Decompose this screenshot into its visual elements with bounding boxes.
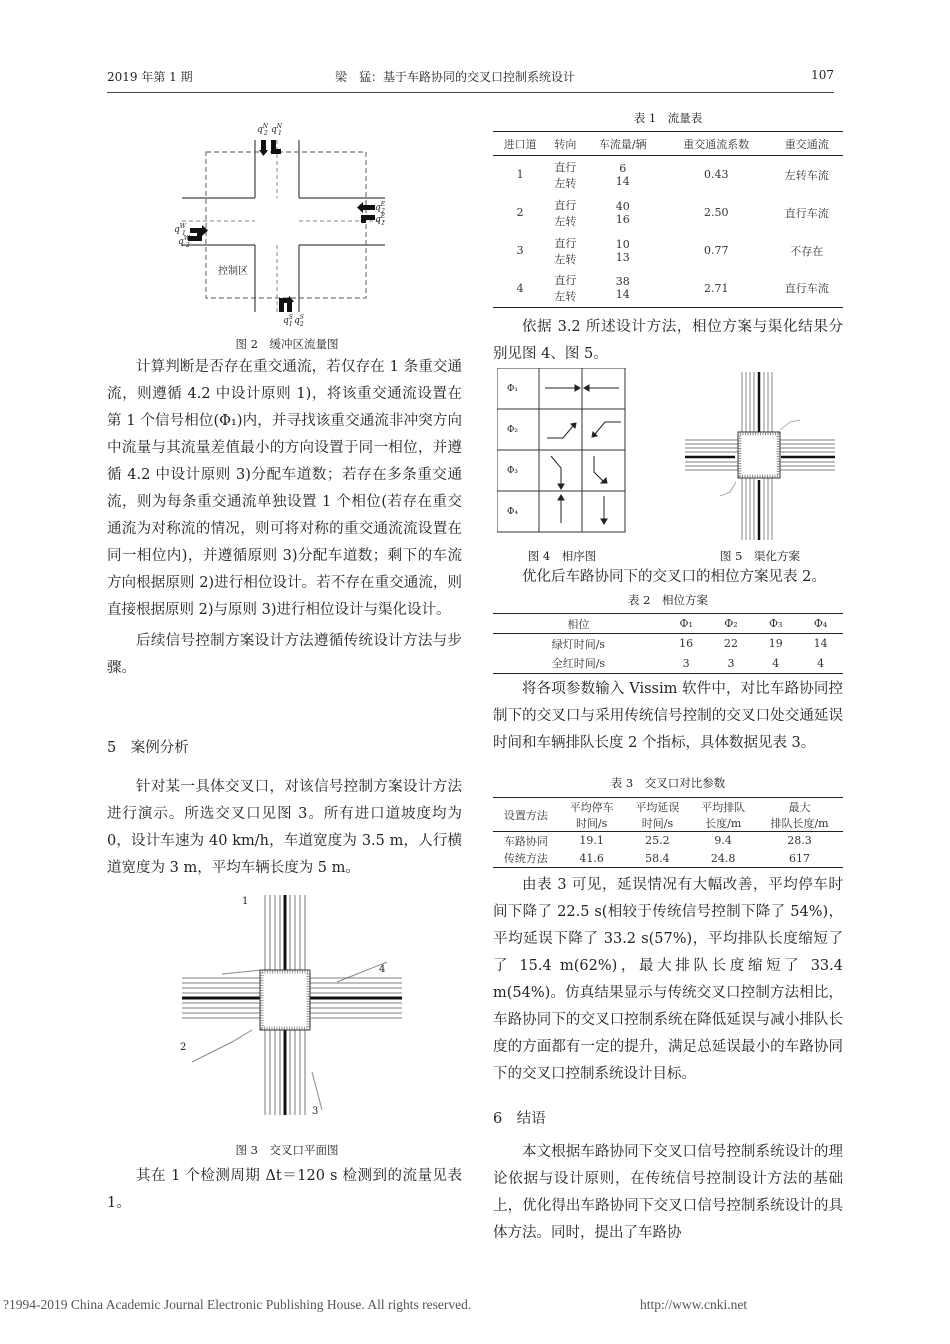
fig5-channelization-plan: [680, 372, 840, 542]
label-qE2: $q^E$ 2: [375, 201, 386, 215]
table1-header: 车流量/辆: [598, 137, 647, 151]
table2-header: Φ₁: [679, 617, 693, 630]
fig5-caption: 图 5 渠化方案: [720, 549, 800, 563]
table3-title: 表 3 交叉口对比参数: [610, 776, 726, 790]
fig3-intersection-plan: [172, 890, 412, 1120]
table-row: 2 直行 左转 40 16 2.50 直行车流: [516, 198, 829, 228]
label-qN1: $q^N$ 1: [271, 123, 283, 137]
copyright-text: ?1994-2019 China Academic Journal Electronic Publishing House. All rights reserved.: [3, 1297, 472, 1312]
control-zone-label: 控制区: [218, 266, 248, 277]
table2-header: Φ₃: [769, 617, 783, 630]
section5-heading: 5 案例分析: [107, 740, 189, 756]
table-row: 绿灯时间/s 16 22 19 14: [551, 637, 828, 651]
table3-header: 平均延误 时间/s: [635, 800, 680, 830]
paragraph: 后续信号控制方案设计方法遵循传统设计方法与步骤。: [107, 633, 462, 676]
table2-header: Φ₄: [813, 617, 828, 630]
running-header: [107, 66, 834, 93]
paragraph: 针对某一具体交叉口，对该信号控制方案设计方法进行演示。所选交叉口见图 3。所有进口道坡度均为 0，设计车速为 40 km/h，车道宽度为 3.5 m，人行横道宽度为 3 m，平均车辆长度为 5 m。: [107, 779, 462, 876]
table2-phase-plan: [493, 613, 843, 674]
right-text-1: [493, 314, 843, 368]
paragraph: 优化后车路协同下的交叉口的相位方案见表 2。: [522, 569, 826, 585]
label-qS2: $q^S$ 2: [294, 314, 304, 328]
phase-label: Φ₂: [507, 425, 518, 435]
table1-flow: [493, 131, 843, 308]
phase-label: Φ₃: [507, 466, 518, 476]
table2-title: 表 2 相位方案: [628, 593, 708, 607]
label-qW1: $q^W$ 1: [174, 223, 186, 237]
approach-3-label: 3: [312, 1106, 319, 1117]
table3-header: 平均停车 时间/s: [569, 800, 614, 830]
table1-header: 进口道: [503, 137, 537, 151]
table1-header: 重交通流系数: [683, 137, 750, 151]
table3-header: 最大 排队长度/m: [770, 800, 829, 830]
phase-label: Φ₄: [507, 507, 518, 517]
fig4-caption: 图 4 相序图: [527, 549, 597, 563]
section5-text: [107, 774, 462, 882]
table-row: 4 直行 左转 38 14 2.71 直行车流: [516, 274, 829, 304]
left-text-block: [107, 354, 462, 682]
table1-header: 重交通流: [784, 137, 829, 151]
section6-heading: 6 结语: [493, 1111, 546, 1127]
table2-header: 相位: [567, 617, 590, 631]
table-row: 全红时间/s 3 3 4 4: [551, 656, 825, 671]
right-text-2: [493, 564, 843, 591]
table-row: 传统方法 41.6 58.4 24.8 617: [503, 851, 811, 866]
section6-text: [493, 1139, 843, 1247]
right-text-4: [493, 872, 843, 1088]
paragraph: 由表 3 可见，延误情况有大幅改善，平均停车时间下降了 22.5 s(相较于传统信号控制下降了 54%)，平均延误下降了 33.2 s(57%)，平均排队长度缩短了了 15.4 m(62%)，最大排队长度缩短了 33.4 m(54%)。仿真结果显示与传统交叉口控制方法相比，车路协同下的交叉口控制系统在降低延误与减小排队长度的方面都有一定的提升，满足总延误最小的车路协同下的交叉口控制系统设计目标。: [493, 877, 843, 1082]
paragraph: 依据 3.2 所述设计方法，相位方案与渠化结果分别见图 4、图 5。: [493, 319, 843, 362]
table3-comparison: [493, 797, 843, 868]
label-qE1: $q^E$ 1: [375, 213, 386, 227]
label-qW2: $q^W$ 2: [178, 235, 190, 249]
table1-header: 转向: [554, 137, 577, 151]
table3-header: 平均排队 长度/m: [701, 800, 746, 830]
table-row: 车路协同 19.1 25.2 9.4 28.3: [503, 834, 812, 848]
cnki-link[interactable]: http://www.cnki.net: [640, 1297, 748, 1312]
paragraph: 将各项参数输入 Vissim 软件中，对比车路协同控制下的交叉口与采用传统信号控制的交叉口处交通延误时间和车辆排队长度 2 个指标，具体数据见表 3。: [493, 681, 843, 751]
paragraph: 本文根据车路协同下交叉口信号控制系统设计的理论依据与设计原则，在传统信号控制设计方法的基础上，优化得出车路协同下交叉口信号控制系统设计的具体方法。同时，提出了车路协: [493, 1144, 843, 1241]
approach-1-label: 1: [242, 896, 249, 907]
right-text-3: [493, 676, 843, 757]
fig2-caption: 图 2 缓冲区流量图: [235, 337, 339, 351]
label-qN2: $q^N$ 2: [257, 123, 269, 137]
paragraph: 计算判断是否存在重交通流，若仅存在 1 条重交通流，则遵循 4.2 中设计原则 1)，将该重交通流设置在第 1 个信号相位(Φ₁)内，并寻找该重交通流非冲突方向中流量与其流量差值最小的方向设置于同一相位，并遵循 4.2 中设计原则 3)分配车道数；若存在多条重交通流，则为每条重交通流单独设置 1 个相位(若存在重交通流为对称流的情况，则可将对称的重交通流流设置在同一相位内)，并遵循原则 3)分配车道数；剩下的车流方向根据原则 2)进行相位设计。若不存在重交通流，则直接根据原则 2)与原则 3)进行相位设计与渠化设计。: [107, 359, 462, 618]
table-row: 3 直行 左转 10 13 0.77 不存在: [516, 236, 824, 266]
running-title: 梁 猛：基于车路协同的交叉口控制系统设计: [335, 70, 576, 84]
label-qS1: $q^S$ 1: [283, 314, 293, 328]
fig4-phase-diagram: [497, 368, 627, 538]
table3-header: 设置方法: [503, 808, 548, 822]
table1-title: 表 1 流量表: [633, 111, 703, 125]
approach-2-label: 2: [180, 1042, 187, 1053]
page-number: 107: [811, 68, 834, 82]
table2-header: Φ₂: [724, 617, 738, 630]
paragraph: 其在 1 个检测周期 Δt＝120 s 检测到的流量见表 1。: [107, 1168, 462, 1211]
table-row: 1 直行 左转 6 14 0.43 左转车流: [516, 160, 829, 190]
left-bottom-text: [107, 1163, 462, 1217]
flow-arrow-icons: [188, 140, 375, 312]
phase-label: Φ₁: [507, 384, 518, 394]
journal-issue: 2019 年第 1 期: [107, 70, 193, 84]
approach-4-label: 4: [379, 964, 386, 975]
fig3-caption: 图 3 交叉口平面图: [235, 1143, 339, 1157]
fig2-buffer-flow-diagram: [170, 120, 410, 335]
